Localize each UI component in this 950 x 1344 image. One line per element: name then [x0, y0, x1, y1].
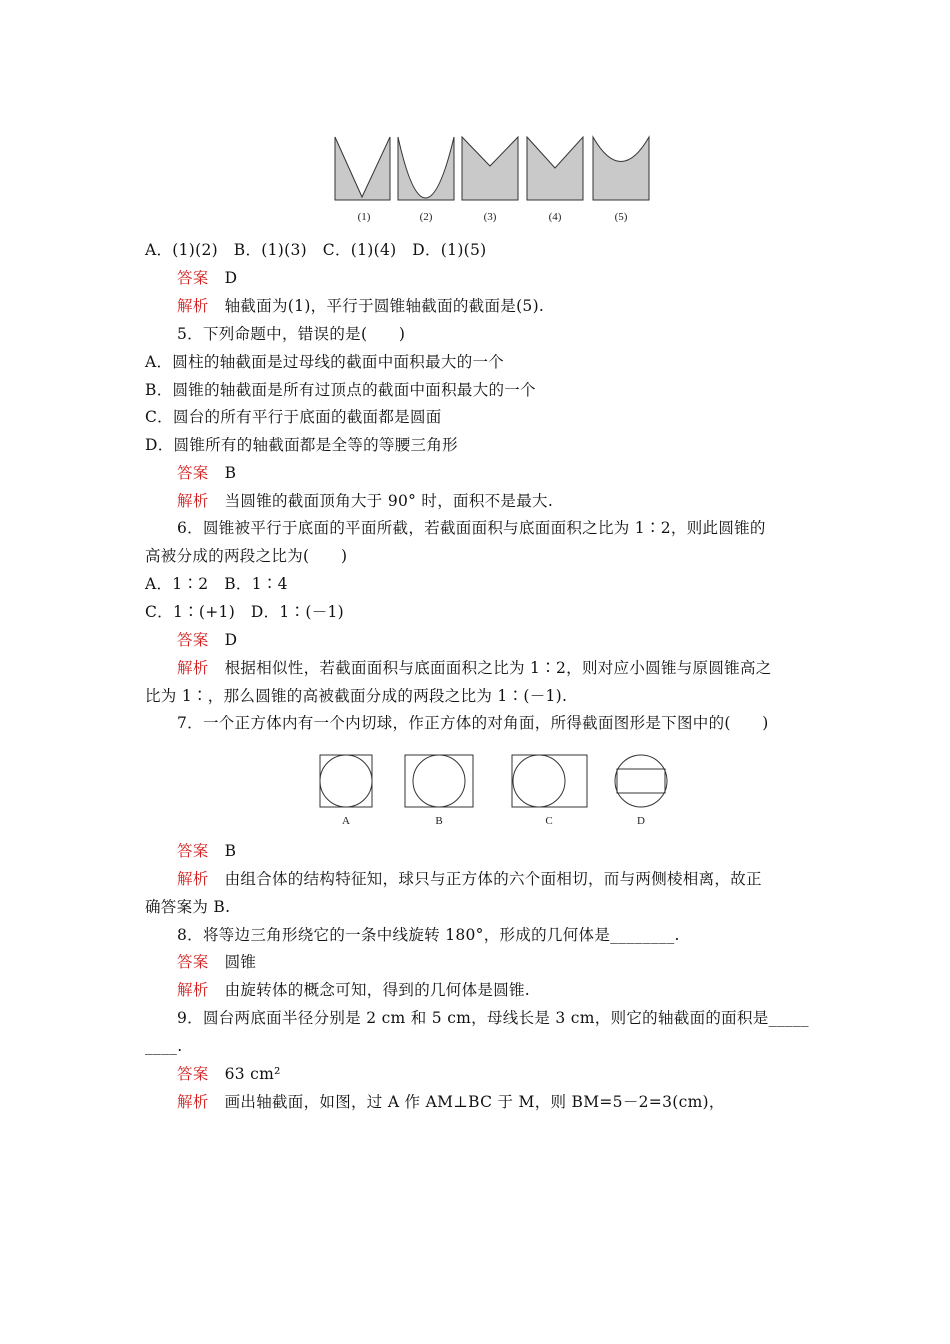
- analysis-line: 解析 画出轴截面，如图，过 A 作 AM⊥BC 于 M，则 BM=5－2=3(cm)，: [177, 1093, 725, 1111]
- caption-c: C: [545, 815, 553, 827]
- option-b-circle: [413, 755, 465, 807]
- option-a-circle: [320, 755, 372, 807]
- question-7: 7．一个正方体内有一个内切球，作正方体的对角面，所得截面图形是下图中的( ): [177, 714, 769, 732]
- question-9: 9．圆台两底面半径分别是 2 cm 和 5 cm，母线长是 3 cm，则它的轴截面的面积是_____: [177, 1009, 809, 1027]
- question-6: 6．圆锥被平行于底面的平面所截，若截面面积与底面面积之比为 1∶2，则此圆锥的: [177, 519, 766, 537]
- caption-1: (1): [357, 211, 371, 223]
- text-line: 确答案为 B.: [145, 898, 231, 916]
- figure-sphere-in-cube-sections: [315, 750, 675, 835]
- shape-4: [527, 137, 583, 200]
- shape-2: [398, 137, 454, 200]
- caption-2: (2): [419, 211, 433, 223]
- caption-b: B: [435, 815, 443, 827]
- analysis-line: 解析 由旋转体的概念可知，得到的几何体是圆锥.: [177, 981, 531, 999]
- shape-1: [335, 137, 390, 200]
- question-5: 5．下列命题中，错误的是( ): [177, 325, 406, 343]
- option-d-rect: [617, 769, 665, 793]
- shape-5: [593, 137, 649, 200]
- option-b-rect: [405, 755, 473, 807]
- answer-line: 答案 B: [177, 842, 237, 860]
- analysis-line: 解析 根据相似性，若截面面积与底面面积之比为 1∶2，则对应小圆锥与原圆锥高之: [177, 659, 772, 677]
- text-line: 高被分成的两段之比为( ): [145, 547, 348, 565]
- option-line: C．1∶(+1) D．1∶(－1): [145, 603, 345, 621]
- caption-4: (4): [548, 211, 562, 223]
- analysis-line: 解析 轴截面为(1)，平行于圆锥轴截面的截面是(5).: [177, 297, 545, 315]
- option-c-circle: [513, 755, 565, 807]
- option-line: C．圆台的所有平行于底面的截面都是圆面: [145, 408, 442, 426]
- option-c-rect: [512, 755, 587, 807]
- figure-cone-cross-sections: [330, 134, 660, 229]
- answer-line: 答案 D: [177, 269, 238, 287]
- text-line: ____.: [145, 1037, 183, 1055]
- answer-line: 答案 D: [177, 631, 238, 649]
- option-line: A．圆柱的轴截面是过母线的截面中面积最大的一个: [145, 353, 505, 371]
- caption-a: A: [342, 815, 350, 827]
- option-line: D．圆锥所有的轴截面都是全等的等腰三角形: [145, 436, 458, 454]
- answer-line: 答案 圆锥: [177, 953, 257, 971]
- question-8: 8．将等边三角形绕它的一条中线旋转 180°，形成的几何体是________.: [177, 926, 680, 944]
- analysis-line: 解析 由组合体的结构特征知，球只与正方体的六个面相切，而与两侧棱相离，故正: [177, 870, 762, 888]
- caption-d: D: [637, 815, 645, 827]
- text-line: A．(1)(2) B．(1)(3) C．(1)(4) D．(1)(5): [145, 241, 487, 259]
- caption-3: (3): [483, 211, 497, 223]
- answer-line: 答案 B: [177, 464, 237, 482]
- answer-line: 答案 63 cm²: [177, 1065, 281, 1083]
- shape-3: [462, 137, 518, 200]
- option-d-circle: [615, 755, 667, 807]
- caption-5: (5): [614, 211, 628, 223]
- option-line: A．1∶2 B．1∶4: [145, 575, 288, 593]
- text-line: 比为 1∶，那么圆锥的高被截面分成的两段之比为 1∶(－1).: [145, 687, 568, 705]
- option-line: B．圆锥的轴截面是所有过顶点的截面中面积最大的一个: [145, 381, 536, 399]
- analysis-line: 解析 当圆锥的截面顶角大于 90° 时，面积不是最大.: [177, 492, 554, 510]
